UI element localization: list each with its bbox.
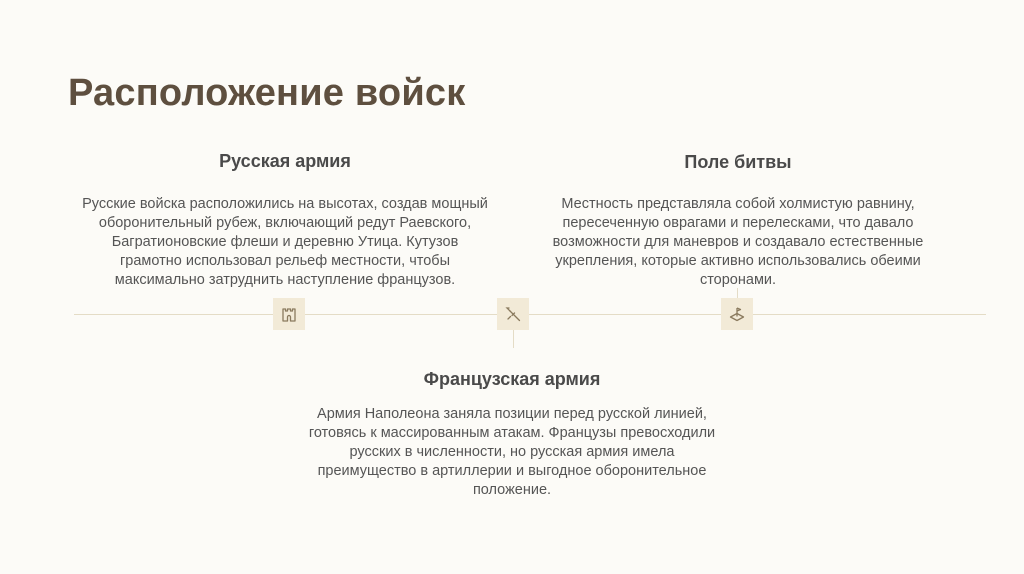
russian-army-marker bbox=[273, 298, 305, 330]
russian-army-text: Русские войска расположились на высотах, создав мощный оборонительный рубеж, включающий редут Раевского, Багратионовские флеши и деревню Утица. Кутузов грамотно использовал рельеф местности, чтобы максимально затруднить наступление французов. bbox=[82, 196, 488, 288]
timeline-connector-french bbox=[513, 330, 514, 348]
russian-army-heading: Русская армия bbox=[219, 151, 351, 171]
map-flag-icon bbox=[728, 305, 746, 323]
page-title: Расположение войск bbox=[68, 72, 466, 114]
french-army-marker bbox=[497, 298, 529, 330]
french-army-heading: Французская армия bbox=[423, 369, 601, 389]
battlefield-marker bbox=[721, 298, 753, 330]
timeline-line bbox=[74, 314, 986, 315]
french-army-text: Армия Наполеона заняла позиции перед русской линией, готовясь к массированным атакам. Французы превосходили русских в численности, но русская армия имела преимущество в артиллерии и выгодное оборонительное положение. bbox=[308, 406, 716, 498]
battlefield-heading: Поле битвы bbox=[684, 152, 792, 172]
battlefield-text: Местность представляла собой холмистую равнину, пересеченную оврагами и перелесками, что давало возможности для маневров и создавало естественные укрепления, которые активно использовались обеими сторонами. bbox=[552, 196, 924, 288]
sword-icon bbox=[504, 305, 522, 323]
fortress-icon bbox=[280, 305, 298, 323]
